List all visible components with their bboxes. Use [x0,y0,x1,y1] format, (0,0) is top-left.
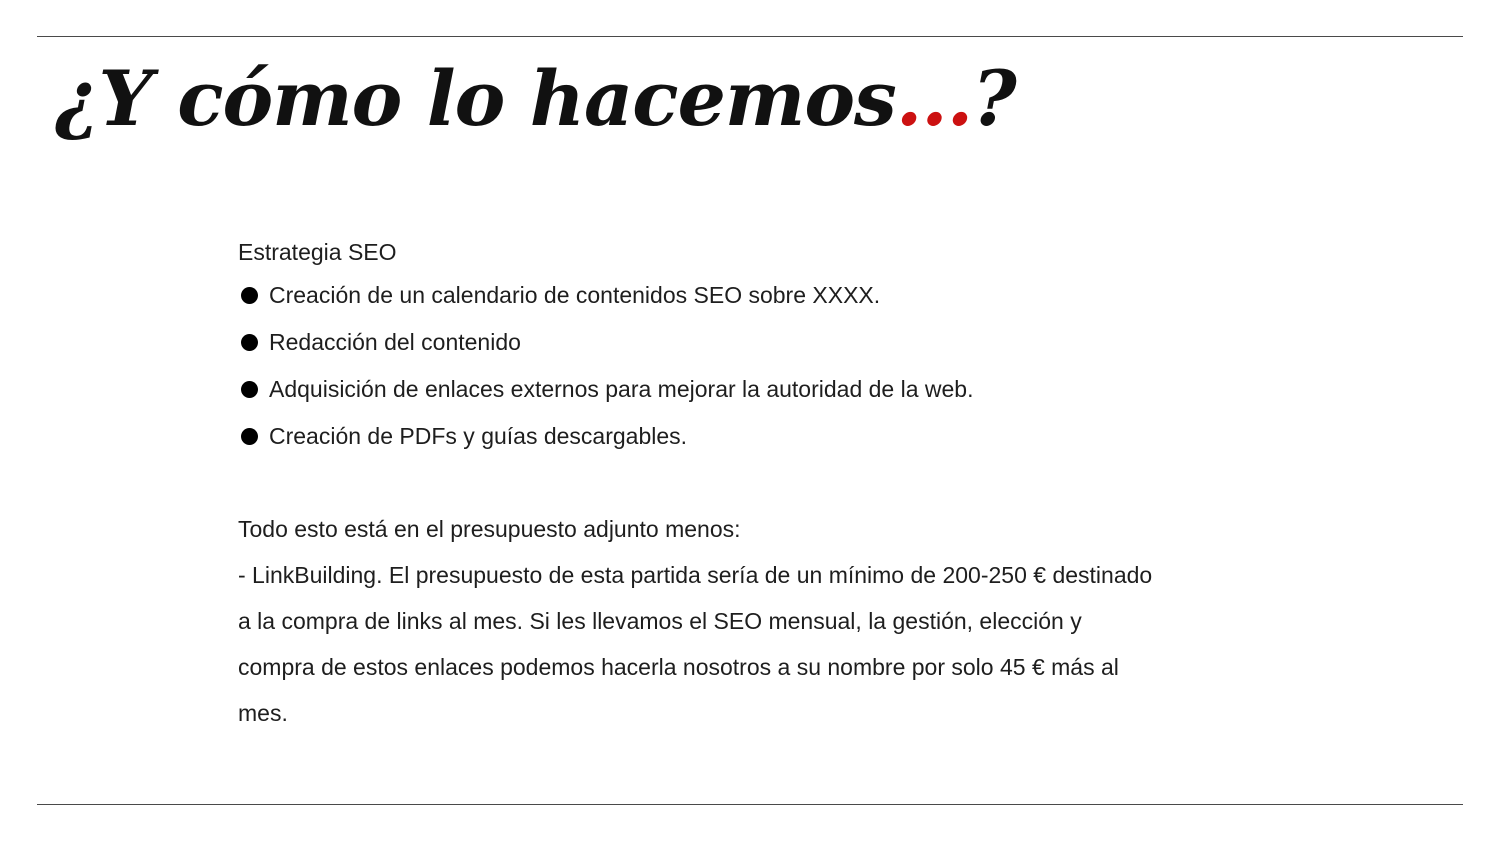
note-line: compra de estos enlaces podemos hacerla nosotros a su nombre por solo 45 € más al [238,654,1119,680]
bullet-text: Redacción del contenido [269,329,521,355]
bullet-icon [241,334,258,351]
bullet-list [238,272,1338,460]
bottom-divider [37,804,1463,805]
top-divider [37,36,1463,37]
title-main: ¿Y cómo lo hacemos [55,54,896,143]
slide-title [55,44,1016,154]
section-heading: Estrategia SEO [238,239,397,265]
bullet-icon [241,428,258,445]
note-intro: Todo esto está en el presupuesto adjunto menos: [238,516,741,542]
bullet-text: Creación de PDFs y guías descargables. [269,423,688,449]
spacer [238,460,1338,506]
list-item [238,319,1338,366]
note-line: mes. [238,700,288,726]
title-dots: ... [895,54,973,143]
list-item [238,413,1338,460]
bullet-text: Creación de un calendario de contenidos SEO sobre XXXX. [269,282,881,308]
bullet-icon [241,381,258,398]
title-end: ? [972,54,1016,143]
note-line: a la compra de links al mes. Si les llevamos el SEO mensual, la gestión, elección y [238,608,1082,634]
list-item [238,366,1338,413]
bullet-icon [241,287,258,304]
list-item [238,272,1338,319]
note-line: - LinkBuilding. El presupuesto de esta partida sería de un mínimo de 200-250 € destinado [238,562,1153,588]
bullet-text: Adquisición de enlaces externos para mejorar la autoridad de la web. [269,376,974,402]
slide-body [238,232,1338,736]
